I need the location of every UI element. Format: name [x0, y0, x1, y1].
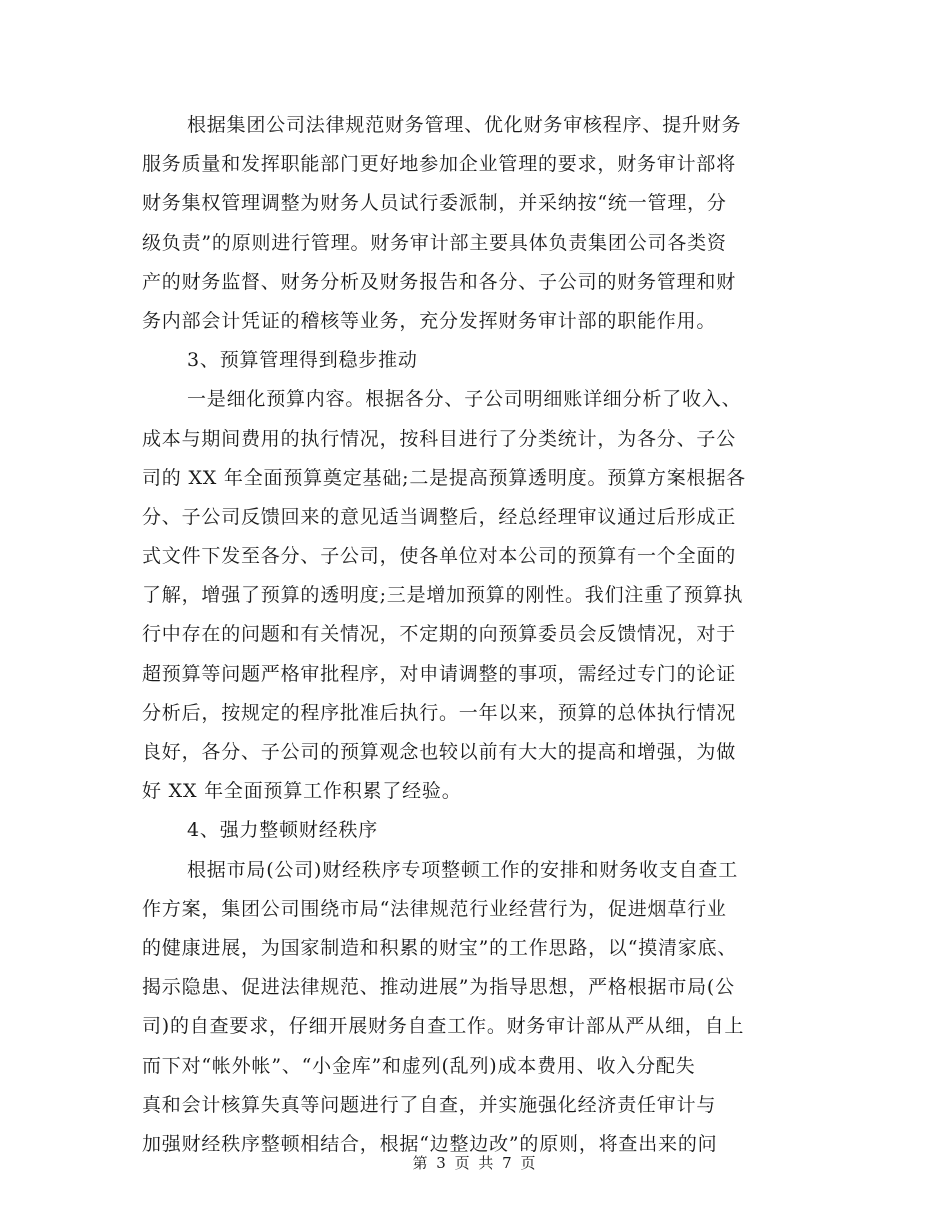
text-line: 而下对“帐外帐”、“小金库”和虚列(乱列)成本费用、收入分配失	[142, 1054, 696, 1077]
text-line: 分析后，按规定的程序批准后执行。一年以来，预算的总体执行情况	[142, 701, 737, 724]
page-number: 第 3 页 共 7 页	[412, 1154, 538, 1172]
text-line: 务内部会计凭证的稽核等业务，充分发挥财务审计部的职能作用。	[142, 309, 717, 332]
text-line: 良好，各分、子公司的预算观念也较以前有大大的提高和增强，为做	[142, 741, 737, 763]
text-line: 司的 XX 年全面预算奠定基础;二是提高预算透明度。预算方案根据各	[142, 466, 746, 489]
text-line: 3、预算管理得到稳步推动	[187, 349, 418, 372]
text-line: 真和会计核算失真等问题进行了自查，并实施强化经济责任审计与	[142, 1093, 717, 1116]
text-line: 4、强力整顿财经秩序	[187, 819, 379, 842]
text-line: 一是细化预算内容。根据各分、子公司明细账详细分析了收入、	[187, 388, 742, 411]
text-line: 司)的自查要求，仔细开展财务自查工作。财务审计部从严从细，自上	[142, 1015, 745, 1038]
text-line: 财务集权管理调整为财务人员试行委派制，并采纳按“统一管理，分	[142, 192, 727, 215]
text-line: 产的财务监督、财务分析及财务报告和各分、子公司的财务管理和财	[142, 270, 737, 293]
text-line: 的健康进展，为国家制造和积累的财宝”的工作思路，以“摸清家底、	[142, 936, 738, 959]
text-line: 加强财经秩序整顿相结合，根据“边整边改”的原则，将查出来的问	[142, 1132, 718, 1155]
text-line: 分、子公司反馈回来的意见适当调整后，经总经理审议通过后形成正	[142, 505, 737, 528]
text-line: 超预算等问题严格审批程序，对申请调整的事项，需经过专门的论证	[142, 662, 737, 685]
text-line: 作方案，集团公司围绕市局“法律规范行业经营行为，促进烟草行业	[142, 897, 727, 920]
text-line: 式文件下发至各分、子公司，使各单位对本公司的预算有一个全面的	[142, 545, 737, 568]
text-line: 行中存在的问题和有关情况，不定期的向预算委员会反馈情况，对于	[142, 623, 737, 646]
text-line: 根据集团公司法律规范财务管理、优化财务审核程序、提升财务	[187, 114, 742, 136]
text-line: 揭示隐患、促进法律规范、推动进展”为指导思想，严格根据市局(公	[142, 976, 735, 999]
text-line: 成本与期间费用的执行情况，按科目进行了分类统计，为各分、子公	[142, 427, 737, 450]
text-line: 服务质量和发挥职能部门更好地参加企业管理的要求，财务审计部将	[142, 153, 737, 176]
text-line: 了解，增强了预算的透明度;三是增加预算的刚性。我们注重了预算执	[142, 584, 744, 607]
text-line: 级负责”的原则进行管理。财务审计部主要具体负责集团公司各类资	[142, 231, 727, 254]
text-line: 好 XX 年全面预算工作积累了经验。	[142, 780, 462, 803]
document-body	[142, 106, 807, 1164]
text-line: 根据市局(公司)财经秩序专项整顿工作的安排和财务收支自查工	[187, 858, 739, 881]
